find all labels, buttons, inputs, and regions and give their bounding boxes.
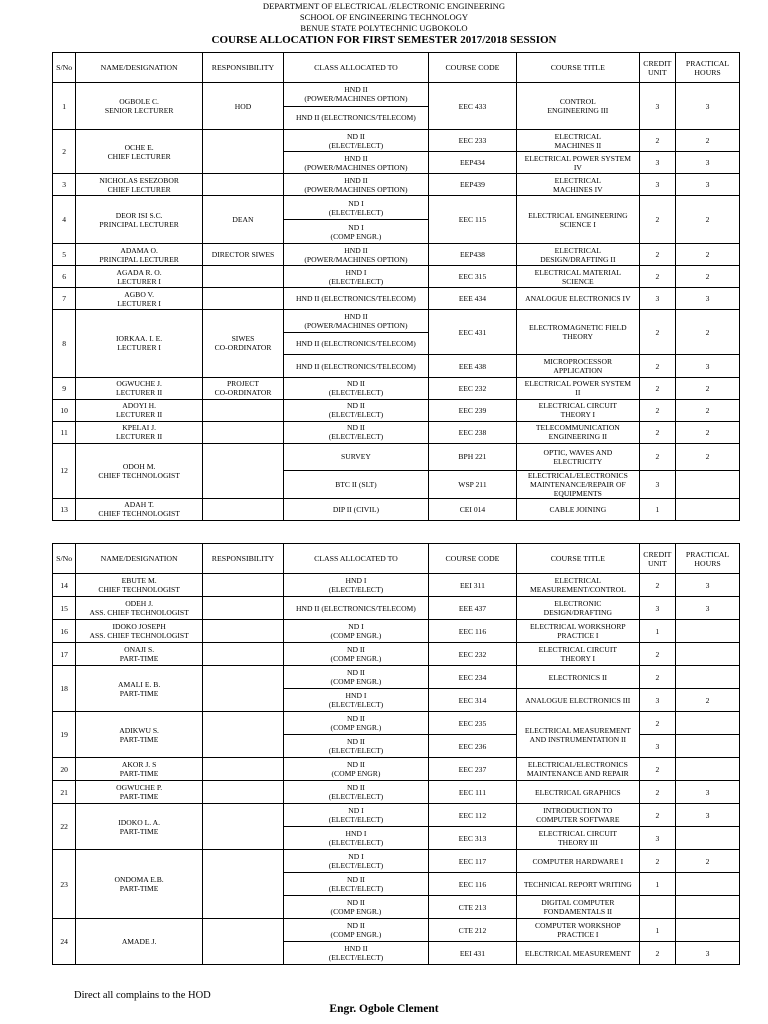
course-code-cell: EEC 232: [428, 643, 516, 666]
credit-unit-cell: 2: [639, 310, 675, 355]
credit-unit-cell: 3: [639, 288, 675, 310]
course-code-cell: BPH 221: [428, 443, 516, 470]
name-designation-cell: AKOR J. S PART-TIME: [76, 758, 203, 781]
class-cell: ND II (ELECT/ELECT): [284, 735, 429, 758]
sno-cell: 21: [53, 781, 76, 804]
course-title-cell: COMPUTER WORKSHOP PRACTICE I: [517, 919, 640, 942]
credit-unit-cell: 2: [639, 130, 675, 152]
credit-unit-cell: 2: [639, 266, 675, 288]
practical-hours-cell: [676, 620, 740, 643]
credit-unit-cell: 2: [639, 712, 675, 735]
class-cell: HND II (POWER/MACHINES OPTION): [284, 310, 429, 333]
practical-hours-cell: 3: [676, 781, 740, 804]
credit-unit-cell: 1: [639, 620, 675, 643]
responsibility-cell: [202, 666, 283, 712]
course-title-cell: ELECTRICAL/ELECTRONICS MAINTENANCE AND REPAIR: [517, 758, 640, 781]
course-code-cell: EEC 238: [428, 421, 516, 443]
practical-hours-cell: 2: [676, 266, 740, 288]
class-cell: ND II (ELECT/ELECT): [284, 781, 429, 804]
course-code-cell: EEE 434: [428, 288, 516, 310]
course-code-cell: EEC 313: [428, 827, 516, 850]
table-row: [53, 850, 740, 873]
class-cell: HND II (POWER/MACHINES OPTION): [284, 83, 429, 107]
sno-cell: 12: [53, 443, 76, 498]
course-title-cell: TELECOMMUNICATION ENGINEERING II: [517, 421, 640, 443]
class-cell: ND I (ELECT/ELECT): [284, 850, 429, 873]
course-code-cell: EEE 438: [428, 355, 516, 378]
credit-unit-cell: 2: [639, 574, 675, 597]
class-cell: BTC II (SLT): [284, 470, 429, 498]
table-row: [53, 174, 740, 196]
class-cell: ND II (ELECT/ELECT): [284, 873, 429, 896]
responsibility-cell: [202, 130, 283, 174]
course-title-cell: ELECTRICAL GRAPHICS: [517, 781, 640, 804]
credit-unit-cell: 2: [639, 804, 675, 827]
practical-hours-cell: 3: [676, 942, 740, 965]
class-cell: HND II (ELECTRONICS/TELECOM): [284, 288, 429, 310]
sno-cell: 5: [53, 244, 76, 266]
col-header-sno: S/No: [53, 53, 76, 83]
class-cell: DIP II (CIVIL): [284, 498, 429, 520]
col-header-responsibility: RESPONSIBILITY: [202, 53, 283, 83]
name-designation-cell: OGBOLE C. SENIOR LECTURER: [76, 83, 203, 130]
practical-hours-cell: 2: [676, 310, 740, 355]
table-row: [53, 597, 740, 620]
class-cell: ND II (COMP ENGR.): [284, 666, 429, 689]
col-header-credit-unit: CREDIT UNIT: [639, 544, 675, 574]
table-row: [53, 643, 740, 666]
practical-hours-cell: [676, 827, 740, 850]
practical-hours-cell: 2: [676, 244, 740, 266]
table-row: [53, 399, 740, 421]
name-designation-cell: EBUTE M. CHIEF TECHNOLOGIST: [76, 574, 203, 597]
class-cell: ND II (ELECT/ELECT): [284, 399, 429, 421]
footer-note: Direct all complains to the HOD: [74, 990, 211, 1001]
practical-hours-cell: 2: [676, 399, 740, 421]
sno-cell: 1: [53, 83, 76, 130]
credit-unit-cell: 2: [639, 443, 675, 470]
practical-hours-cell: [676, 666, 740, 689]
sno-cell: 10: [53, 399, 76, 421]
course-code-cell: CEI 014: [428, 498, 516, 520]
credit-unit-cell: 2: [639, 666, 675, 689]
sno-cell: 18: [53, 666, 76, 712]
sno-cell: 23: [53, 850, 76, 919]
credit-unit-cell: 2: [639, 421, 675, 443]
header-row: [53, 53, 740, 83]
class-cell: ND I (ELECT/ELECT): [284, 804, 429, 827]
responsibility-cell: [202, 850, 283, 919]
practical-hours-cell: 2: [676, 196, 740, 244]
class-cell: HND II (ELECTRONICS/TELECOM): [284, 332, 429, 355]
class-cell: HND I (ELECT/ELECT): [284, 689, 429, 712]
sno-cell: 24: [53, 919, 76, 965]
class-cell: HND I (ELECT/ELECT): [284, 266, 429, 288]
course-title-cell: ELECTRICAL MACHINES IV: [517, 174, 640, 196]
credit-unit-cell: 2: [639, 196, 675, 244]
course-code-cell: EEC 315: [428, 266, 516, 288]
credit-unit-cell: 1: [639, 919, 675, 942]
course-title-cell: ELECTRICAL DESIGN/DRAFTING II: [517, 244, 640, 266]
course-title-cell: ELECTRICAL WORKSHORP PRACTICE I: [517, 620, 640, 643]
course-code-cell: EEP434: [428, 152, 516, 174]
credit-unit-cell: 3: [639, 83, 675, 130]
credit-unit-cell: 1: [639, 873, 675, 896]
course-title-cell: ANALOGUE ELECTRONICS IV: [517, 288, 640, 310]
course-title-cell: ELECTRICAL CIRCUIT THEORY I: [517, 399, 640, 421]
course-title-cell: CABLE JOINING: [517, 498, 640, 520]
name-designation-cell: NICHOLAS ESEZOBOR CHIEF LECTURER: [76, 174, 203, 196]
course-title-cell: OPTIC, WAVES AND ELECTRICITY: [517, 443, 640, 470]
sno-cell: 3: [53, 174, 76, 196]
responsibility-cell: DIRECTOR SIWES: [202, 244, 283, 266]
practical-hours-cell: 3: [676, 288, 740, 310]
credit-unit-cell: 3: [639, 470, 675, 498]
col-header-class: CLASS ALLOCATED TO: [284, 544, 429, 574]
course-code-cell: EEC 115: [428, 196, 516, 244]
name-designation-cell: OGWUCHE P. PART-TIME: [76, 781, 203, 804]
responsibility-cell: DEAN: [202, 196, 283, 244]
class-cell: HND II (ELECTRONICS/TELECOM): [284, 597, 429, 620]
responsibility-cell: [202, 443, 283, 498]
practical-hours-cell: 3: [676, 174, 740, 196]
course-title-cell: ELECTRICAL POWER SYSTEM IV: [517, 152, 640, 174]
table-row: [53, 310, 740, 333]
course-title-cell: ELECTRICAL CIRCUIT THEORY I: [517, 643, 640, 666]
credit-unit-cell: 2: [639, 850, 675, 873]
sno-cell: 13: [53, 498, 76, 520]
course-title-cell: INTRODUCTION TO COMPUTER SOFTWARE: [517, 804, 640, 827]
credit-unit-cell: 2: [639, 758, 675, 781]
table-row: [53, 244, 740, 266]
table-row: [53, 620, 740, 643]
responsibility-cell: [202, 758, 283, 781]
table-row: [53, 919, 740, 942]
course-title-cell: ELECTRICAL MACHINES II: [517, 130, 640, 152]
practical-hours-cell: 2: [676, 421, 740, 443]
course-code-cell: EEC 235: [428, 712, 516, 735]
credit-unit-cell: [639, 896, 675, 919]
practical-hours-cell: 3: [676, 574, 740, 597]
responsibility-cell: [202, 781, 283, 804]
course-title-cell: CONTROL ENGINEERING III: [517, 83, 640, 130]
class-cell: ND I (COMP ENGR.): [284, 620, 429, 643]
col-header-class: CLASS ALLOCATED TO: [284, 53, 429, 83]
course-code-cell: EEC 112: [428, 804, 516, 827]
name-designation-cell: AGBO V. LECTURER I: [76, 288, 203, 310]
document-title: COURSE ALLOCATION FOR FIRST SEMESTER 2017/2018 SESSION: [211, 34, 557, 46]
credit-unit-cell: 2: [639, 355, 675, 378]
practical-hours-cell: [676, 758, 740, 781]
name-designation-cell: ADIKWU S. PART-TIME: [76, 712, 203, 758]
course-title-cell: ANALOGUE ELECTRONICS III: [517, 689, 640, 712]
responsibility-cell: [202, 421, 283, 443]
practical-hours-cell: 2: [676, 443, 740, 470]
course-title-cell: ELECTRICAL MEASUREMENT: [517, 942, 640, 965]
credit-unit-cell: 1: [639, 498, 675, 520]
name-designation-cell: IDOKO L. A. PART-TIME: [76, 804, 203, 850]
table-body: [53, 574, 740, 965]
course-code-cell: EEC 314: [428, 689, 516, 712]
practical-hours-cell: [676, 643, 740, 666]
col-header-course-title: COURSE TITLE: [517, 544, 640, 574]
class-cell: ND II (COMP ENGR): [284, 758, 429, 781]
class-cell: HND II (ELECTRONICS/TELECOM): [284, 106, 429, 130]
allocation-table-2: [52, 543, 740, 965]
course-code-cell: CTE 212: [428, 919, 516, 942]
sno-cell: 15: [53, 597, 76, 620]
practical-hours-cell: 3: [676, 804, 740, 827]
table-row: [53, 83, 740, 107]
col-header-responsibility: RESPONSIBILITY: [202, 544, 283, 574]
practical-hours-cell: 2: [676, 850, 740, 873]
table-row: [53, 758, 740, 781]
practical-hours-cell: 2: [676, 689, 740, 712]
course-title-cell: ELECTRICAL ENGINEERING SCIENCE I: [517, 196, 640, 244]
sno-cell: 2: [53, 130, 76, 174]
responsibility-cell: [202, 498, 283, 520]
responsibility-cell: SIWES CO-ORDINATOR: [202, 310, 283, 378]
class-cell: ND II (COMP ENGR.): [284, 919, 429, 942]
course-title-cell: TECHNICAL REPORT WRITING: [517, 873, 640, 896]
course-code-cell: EEC 117: [428, 850, 516, 873]
credit-unit-cell: 2: [639, 942, 675, 965]
course-code-cell: EEP439: [428, 174, 516, 196]
col-header-practical-hours: PRACTICAL HOURS: [676, 544, 740, 574]
practical-hours-cell: [676, 470, 740, 498]
name-designation-cell: IORKAA. I. E. LECTURER I: [76, 310, 203, 378]
course-code-cell: EEC 431: [428, 310, 516, 355]
sno-cell: 19: [53, 712, 76, 758]
class-cell: ND II (COMP ENGR.): [284, 712, 429, 735]
class-cell: HND II (POWER/MACHINES OPTION): [284, 174, 429, 196]
sno-cell: 6: [53, 266, 76, 288]
class-cell: ND II (COMP ENGR.): [284, 643, 429, 666]
course-code-cell: EEP438: [428, 244, 516, 266]
col-header-course-code: COURSE CODE: [428, 544, 516, 574]
department-heading: DEPARTMENT OF ELECTRICAL /ELECTRONIC ENGINEERING: [262, 1, 506, 11]
name-designation-cell: ADAMA O. PRINCIPAL LECTURER: [76, 244, 203, 266]
sno-cell: 8: [53, 310, 76, 378]
table-row: [53, 130, 740, 152]
course-title-cell: ELECTRICAL POWER SYSTEM II: [517, 377, 640, 399]
name-designation-cell: OCHE E. CHIEF LECTURER: [76, 130, 203, 174]
practical-hours-cell: [676, 919, 740, 942]
course-code-cell: EEC 237: [428, 758, 516, 781]
practical-hours-cell: 3: [676, 355, 740, 378]
responsibility-cell: [202, 804, 283, 850]
credit-unit-cell: 3: [639, 152, 675, 174]
class-cell: HND I (ELECT/ELECT): [284, 827, 429, 850]
col-header-name: NAME/DESIGNATION: [76, 544, 203, 574]
name-designation-cell: AMADE J.: [76, 919, 203, 965]
responsibility-cell: [202, 620, 283, 643]
sno-cell: 7: [53, 288, 76, 310]
course-code-cell: EEC 116: [428, 873, 516, 896]
course-title-cell: DIGITAL COMPUTER FONDAMENTALS II: [517, 896, 640, 919]
header-row: [53, 544, 740, 574]
course-title-cell: ELECTROMAGNETIC FIELD THEORY: [517, 310, 640, 355]
course-title-cell: ELECTRONIC DESIGN/DRAFTING: [517, 597, 640, 620]
allocation-table-1: [52, 52, 740, 521]
course-code-cell: EEI 431: [428, 942, 516, 965]
course-title-cell: ELECTRONICS II: [517, 666, 640, 689]
credit-unit-cell: 3: [639, 597, 675, 620]
class-cell: HND II (ELECT/ELECT): [284, 942, 429, 965]
col-header-course-code: COURSE CODE: [428, 53, 516, 83]
col-header-sno: S/No: [53, 544, 76, 574]
practical-hours-cell: 2: [676, 130, 740, 152]
responsibility-cell: PROJECT CO-ORDINATOR: [202, 377, 283, 399]
name-designation-cell: OGWUCHE J. LECTURER II: [76, 377, 203, 399]
table-row: [53, 196, 740, 220]
name-designation-cell: ONAJI S. PART-TIME: [76, 643, 203, 666]
course-title-cell: MICROPROCESSOR APPLICATION: [517, 355, 640, 378]
table-body: [53, 83, 740, 521]
course-code-cell: EEC 233: [428, 130, 516, 152]
table-row: [53, 781, 740, 804]
table-row: [53, 666, 740, 689]
table-row: [53, 712, 740, 735]
responsibility-cell: [202, 266, 283, 288]
course-code-cell: EEI 311: [428, 574, 516, 597]
table-row: [53, 377, 740, 399]
class-cell: ND II (COMP ENGR.): [284, 896, 429, 919]
name-designation-cell: AGADA R. O. LECTURER I: [76, 266, 203, 288]
course-title-cell: ELECTRICAL MEASUREMENT/CONTROL: [517, 574, 640, 597]
class-cell: ND II (ELECT/ELECT): [284, 130, 429, 152]
table-row: [53, 443, 740, 470]
responsibility-cell: [202, 712, 283, 758]
class-cell: HND II (ELECTRONICS/TELECOM): [284, 355, 429, 378]
sno-cell: 14: [53, 574, 76, 597]
responsibility-cell: [202, 919, 283, 965]
responsibility-cell: HOD: [202, 83, 283, 130]
credit-unit-cell: 3: [639, 735, 675, 758]
name-designation-cell: ONDOMA E.B. PART-TIME: [76, 850, 203, 919]
course-code-cell: WSP 211: [428, 470, 516, 498]
class-cell: HND I (ELECT/ELECT): [284, 574, 429, 597]
col-header-name: NAME/DESIGNATION: [76, 53, 203, 83]
credit-unit-cell: 3: [639, 174, 675, 196]
name-designation-cell: ADAH T. CHIEF TECHNOLOGIST: [76, 498, 203, 520]
practical-hours-cell: [676, 498, 740, 520]
name-designation-cell: ODOH M. CHIEF TECHNOLOGIST: [76, 443, 203, 498]
course-code-cell: EEC 232: [428, 377, 516, 399]
practical-hours-cell: 2: [676, 377, 740, 399]
sno-cell: 4: [53, 196, 76, 244]
course-title-cell: COMPUTER HARDWARE I: [517, 850, 640, 873]
credit-unit-cell: 3: [639, 689, 675, 712]
course-code-cell: CTE 213: [428, 896, 516, 919]
class-cell: ND I (ELECT/ELECT): [284, 196, 429, 220]
name-designation-cell: AMALI E. B. PART-TIME: [76, 666, 203, 712]
practical-hours-cell: [676, 896, 740, 919]
table-row: [53, 498, 740, 520]
practical-hours-cell: 3: [676, 152, 740, 174]
sno-cell: 20: [53, 758, 76, 781]
course-code-cell: EEC 234: [428, 666, 516, 689]
institution-heading: BENUE STATE POLYTECHNIC UGBOKOLO: [300, 23, 468, 33]
signature-name: Engr. Ogbole Clement: [329, 1003, 439, 1015]
col-header-practical-hours: PRACTICAL HOURS: [676, 53, 740, 83]
course-title-cell: ELECTRICAL MEASUREMENT AND INSTRUMENTATION II: [517, 712, 640, 758]
credit-unit-cell: 2: [639, 643, 675, 666]
class-cell: HND II (POWER/MACHINES OPTION): [284, 152, 429, 174]
responsibility-cell: [202, 597, 283, 620]
course-code-cell: EEC 236: [428, 735, 516, 758]
practical-hours-cell: [676, 735, 740, 758]
course-title-cell: ELECTRICAL/ELECTRONICS MAINTENANCE/REPAIR OF EQUIPMENTS: [517, 470, 640, 498]
responsibility-cell: [202, 399, 283, 421]
practical-hours-cell: [676, 873, 740, 896]
class-cell: SURVEY: [284, 443, 429, 470]
practical-hours-cell: 3: [676, 83, 740, 130]
col-header-course-title: COURSE TITLE: [517, 53, 640, 83]
credit-unit-cell: 2: [639, 244, 675, 266]
sno-cell: 11: [53, 421, 76, 443]
sno-cell: 22: [53, 804, 76, 850]
class-cell: ND I (COMP ENGR.): [284, 220, 429, 244]
table-row: [53, 266, 740, 288]
col-header-credit-unit: CREDIT UNIT: [639, 53, 675, 83]
responsibility-cell: [202, 174, 283, 196]
practical-hours-cell: [676, 712, 740, 735]
name-designation-cell: KPELAI J. LECTURER II: [76, 421, 203, 443]
sno-cell: 17: [53, 643, 76, 666]
credit-unit-cell: 2: [639, 781, 675, 804]
table-row: [53, 804, 740, 827]
sno-cell: 9: [53, 377, 76, 399]
table-row: [53, 288, 740, 310]
course-code-cell: EEC 116: [428, 620, 516, 643]
table-row: [53, 574, 740, 597]
school-heading: SCHOOL OF ENGINEERING TECHNOLOGY: [299, 12, 469, 22]
class-cell: ND II (ELECT/ELECT): [284, 377, 429, 399]
course-title-cell: ELECTRICAL CIRCUIT THEORY III: [517, 827, 640, 850]
sno-cell: 16: [53, 620, 76, 643]
course-code-cell: EEE 437: [428, 597, 516, 620]
responsibility-cell: [202, 643, 283, 666]
class-cell: ND II (ELECT/ELECT): [284, 421, 429, 443]
name-designation-cell: ODEH J. ASS. CHIEF TECHNOLOGIST: [76, 597, 203, 620]
name-designation-cell: IDOKO JOSEPH ASS. CHIEF TECHNOLOGIST: [76, 620, 203, 643]
responsibility-cell: [202, 574, 283, 597]
table-row: [53, 421, 740, 443]
credit-unit-cell: 2: [639, 377, 675, 399]
name-designation-cell: DEOR ISI S.C. PRINCIPAL LECTURER: [76, 196, 203, 244]
course-code-cell: EEC 433: [428, 83, 516, 130]
course-code-cell: EEC 239: [428, 399, 516, 421]
course-code-cell: EEC 111: [428, 781, 516, 804]
responsibility-cell: [202, 288, 283, 310]
credit-unit-cell: 3: [639, 827, 675, 850]
credit-unit-cell: 2: [639, 399, 675, 421]
name-designation-cell: ADOYI H. LECTURER II: [76, 399, 203, 421]
class-cell: HND II (POWER/MACHINES OPTION): [284, 244, 429, 266]
course-title-cell: ELECTRICAL MATERIAL SCIENCE: [517, 266, 640, 288]
practical-hours-cell: 3: [676, 597, 740, 620]
